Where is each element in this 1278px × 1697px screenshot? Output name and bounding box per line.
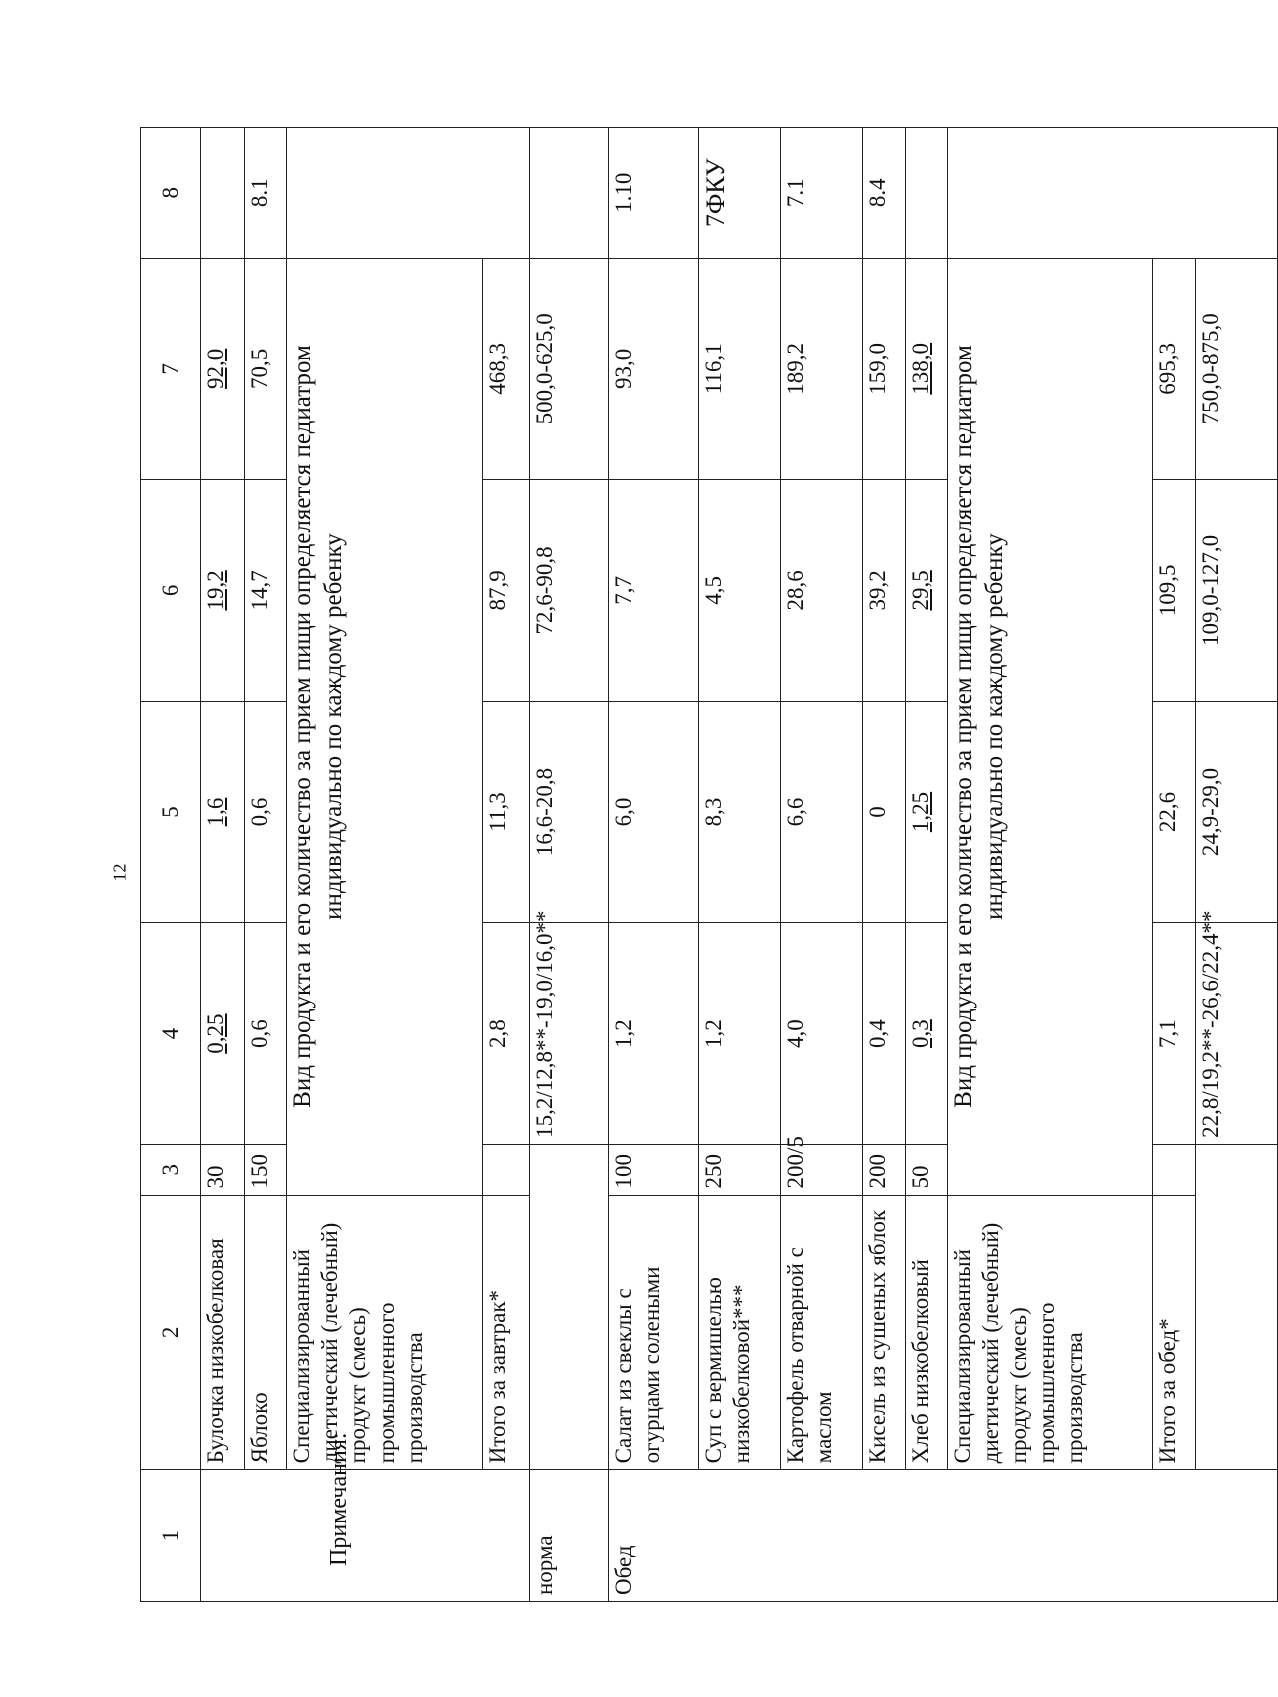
table-row	[609, 128, 699, 1602]
cell-value: 109,5	[1153, 480, 1195, 702]
cell-code: 8.1	[244, 128, 286, 259]
dish-amount: 250	[699, 1144, 781, 1195]
dish-name: Картофель отварной с маслом	[781, 1195, 863, 1470]
total-label: Итого за завтрак*	[483, 1195, 529, 1470]
cell-value: 695,3	[1153, 258, 1195, 480]
cell-value: 16,6-20,8	[529, 701, 608, 923]
cell-value: 39,2	[863, 480, 905, 702]
cell-value: 138,0	[905, 258, 947, 480]
dish-amount: 200	[863, 1144, 905, 1195]
cell-value: 19,2	[201, 480, 245, 702]
rotated-table-wrapper	[140, 127, 1278, 1602]
cell-value: 1,2	[609, 923, 699, 1145]
cell-empty	[1195, 1144, 1277, 1469]
header-col-6: 6	[141, 480, 201, 702]
cell-code-empty	[529, 128, 608, 259]
dish-name: Яблоко	[244, 1195, 286, 1470]
table-row	[699, 128, 781, 1602]
cell-value: 1,2	[699, 923, 781, 1145]
cell-value: 70,5	[244, 258, 286, 480]
cell-value: 500,0-625,0	[529, 258, 608, 480]
cell-value: 6,6	[781, 701, 863, 923]
cell-empty	[1153, 1144, 1195, 1195]
table-row	[863, 128, 905, 1602]
total-label: Итого за обед*	[1153, 1195, 1195, 1470]
cell-value: 72,6-90,8	[529, 480, 608, 702]
cell-value: 11,3	[483, 701, 529, 923]
cell-code: 1.10	[609, 128, 699, 259]
table-row	[948, 128, 1153, 1602]
cell-value: 468,3	[483, 258, 529, 480]
cell-value: 15,2/12,8**-19,0/16,0**	[529, 923, 608, 1145]
cell-value: 14,7	[244, 480, 286, 702]
dish-name: Булочка низкобелковая	[201, 1195, 245, 1470]
cell-value: 22,8/19,2**-26,6/22,4**	[1195, 923, 1277, 1145]
cell-value: 1,6	[201, 701, 245, 923]
cell-value: 159,0	[863, 258, 905, 480]
cell-value: 28,6	[781, 480, 863, 702]
menu-table	[140, 127, 1278, 1602]
cell-value: 0,4	[863, 923, 905, 1145]
cell-value: 87,9	[483, 480, 529, 702]
header-col-8: 8	[141, 128, 201, 259]
cell-value: 0	[863, 701, 905, 923]
notes-label: Примечания:	[326, 1432, 352, 1566]
cell-value: 22,6	[1153, 701, 1195, 923]
page-number: 12	[109, 863, 130, 882]
header-row	[141, 128, 201, 1602]
cell-value: 2,8	[483, 923, 529, 1145]
norm-label: норма	[529, 1470, 608, 1602]
header-col-4: 4	[141, 923, 201, 1145]
cell-value: 0,3	[905, 923, 947, 1145]
dish-name: Салат из свеклы с огурцами солеными	[609, 1195, 699, 1470]
cell-code-empty	[287, 128, 529, 259]
header-col-2: 2	[141, 1195, 201, 1470]
dish-amount: 150	[244, 1144, 286, 1195]
cell-code-empty	[948, 128, 1278, 259]
dish-amount: 50	[905, 1144, 947, 1195]
cell-code	[201, 128, 245, 259]
merged-note: Вид продукта и его количество за прием пищи определяется педиатром индивидуально по каждому ребенку	[948, 258, 1153, 1195]
header-col-1: 1	[141, 1470, 201, 1602]
section-cell-empty	[201, 1470, 530, 1602]
cell-empty	[529, 1144, 608, 1469]
cell-value: 7,7	[609, 480, 699, 702]
cell-code: 7ФКУ	[699, 128, 781, 259]
cell-value: 92,0	[201, 258, 245, 480]
table-row	[201, 128, 245, 1602]
dish-name: Кисель из сушеных яблок	[863, 1195, 905, 1470]
table-row	[1195, 128, 1277, 1602]
cell-value: 109,0-127,0	[1195, 480, 1277, 702]
dish-amount: 30	[201, 1144, 245, 1195]
cell-value: 4,5	[699, 480, 781, 702]
cell-value: 189,2	[781, 258, 863, 480]
table-row	[483, 128, 529, 1602]
cell-value: 6,0	[609, 701, 699, 923]
cell-value: 8,3	[699, 701, 781, 923]
table-row	[1153, 128, 1195, 1602]
section-label: Обед	[609, 1470, 1278, 1602]
cell-empty	[483, 1144, 529, 1195]
cell-value: 750,0-875,0	[1195, 258, 1277, 480]
dish-name: Суп с вермишелью низкобелковой***	[699, 1195, 781, 1470]
table-row	[287, 128, 483, 1602]
table-row	[529, 128, 608, 1602]
cell-value: 116,1	[699, 258, 781, 480]
cell-code	[905, 128, 947, 259]
cell-value: 1,25	[905, 701, 947, 923]
dish-amount: 100	[609, 1144, 699, 1195]
cell-value: 7,1	[1153, 923, 1195, 1145]
merged-note: Вид продукта и его количество за прием пищи определяется педиатром индивидуально по каждому ребенку	[287, 258, 483, 1195]
cell-value: 4,0	[781, 923, 863, 1145]
cell-value: 0,25	[201, 923, 245, 1145]
header-col-3: 3	[141, 1144, 201, 1195]
cell-value: 93,0	[609, 258, 699, 480]
cell-value: 29,5	[905, 480, 947, 702]
table-row	[244, 128, 286, 1602]
table-row	[905, 128, 947, 1602]
dish-name: Хлеб низкобелковый	[905, 1195, 947, 1470]
cell-value: 0,6	[244, 701, 286, 923]
cell-value: 0,6	[244, 923, 286, 1145]
dish-amount: 200/5	[781, 1144, 863, 1195]
header-col-5: 5	[141, 701, 201, 923]
cell-code: 7.1	[781, 128, 863, 259]
dish-name: Специализированный диетический (лечебный) продукт (смесь) промышленного производства	[287, 1195, 483, 1470]
header-col-7: 7	[141, 258, 201, 480]
cell-value: 24,9-29,0	[1195, 701, 1277, 923]
table-row	[781, 128, 863, 1602]
cell-code: 8.4	[863, 128, 905, 259]
dish-name: Специализированный диетический (лечебный) продукт (смесь) промышленного производства	[948, 1195, 1153, 1470]
